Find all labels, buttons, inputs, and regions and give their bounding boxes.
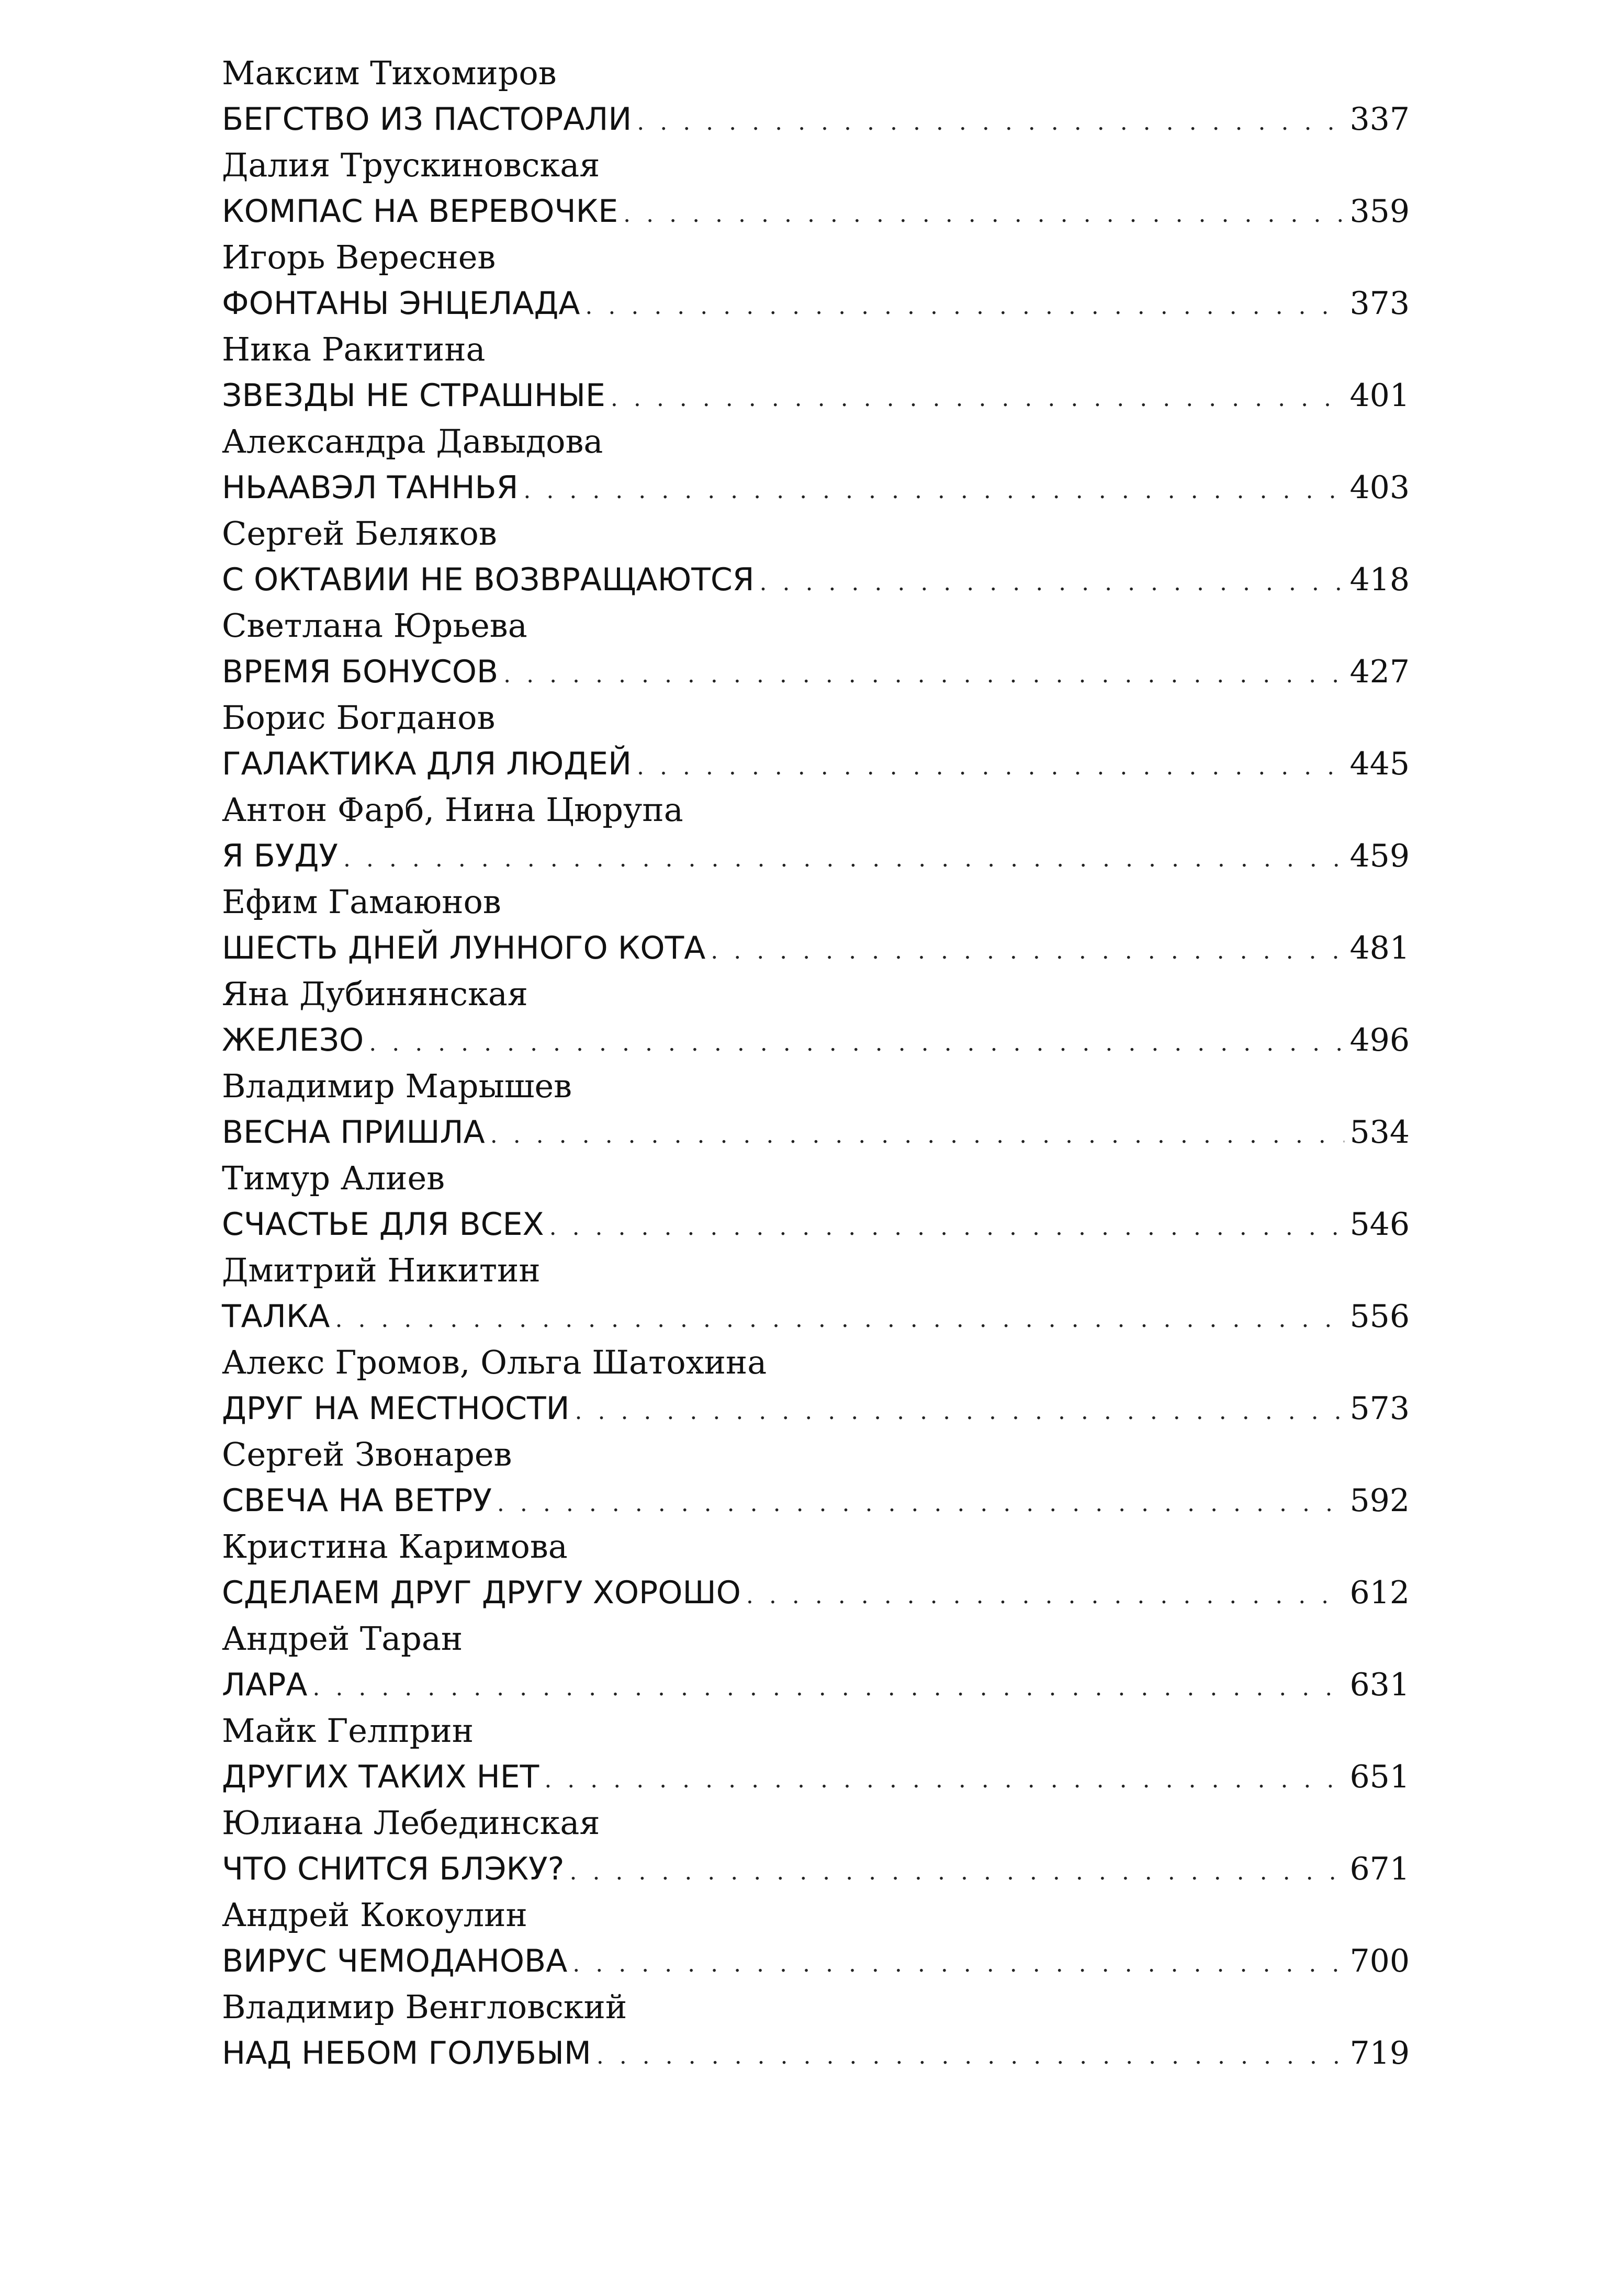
entry-line — [222, 373, 1410, 419]
entry-title: БЕГСТВО ИЗ ПАСТОРАЛИ — [222, 101, 632, 138]
dot-leader — [490, 1112, 1345, 1158]
entry-title: СВЕЧА НА ВЕТРУ — [222, 1482, 492, 1519]
entry-title: НЬААВЭЛ ТАННЬЯ — [222, 469, 519, 506]
dot-leader — [597, 2033, 1345, 2079]
entry-line — [222, 741, 1410, 787]
entry-page-number: 459 — [1349, 838, 1410, 874]
dot-leader — [611, 376, 1345, 422]
entry-title: ЛАРА — [222, 1667, 308, 1703]
entry-page-number: 401 — [1349, 377, 1410, 414]
entry-page-number: 631 — [1349, 1667, 1410, 1703]
entry-page-number: 359 — [1349, 193, 1410, 230]
toc-entry — [222, 1432, 1410, 1524]
entry-page-number: 592 — [1349, 1482, 1410, 1519]
entry-page-number: 418 — [1349, 561, 1410, 598]
dot-leader — [497, 1481, 1345, 1527]
entry-author: Александра Давыдова — [222, 422, 603, 460]
entry-line — [222, 96, 1410, 142]
table-of-contents — [222, 50, 1410, 2076]
entry-page-number: 427 — [1349, 654, 1410, 690]
entry-title: СЧАСТЬЕ ДЛЯ ВСЕХ — [222, 1206, 544, 1243]
entry-title: С ОКТАВИИ НЕ ВОЗВРАЩАЮТСЯ — [222, 561, 755, 598]
toc-entry — [222, 1892, 1410, 1984]
toc-entry — [222, 419, 1410, 511]
toc-entry — [222, 327, 1410, 419]
toc-entry — [222, 1984, 1410, 2076]
toc-entry — [222, 695, 1410, 787]
dot-leader — [572, 1941, 1344, 1987]
entry-page-number: 403 — [1349, 469, 1410, 506]
toc-entry — [222, 787, 1410, 879]
entry-author: Сергей Звонарев — [222, 1435, 512, 1473]
entry-line — [222, 1846, 1410, 1892]
entry-line — [222, 925, 1410, 971]
entry-line — [222, 1938, 1410, 1984]
entry-title: ГАЛАКТИКА ДЛЯ ЛЮДЕЙ — [222, 746, 632, 782]
dot-leader — [711, 928, 1344, 974]
dot-leader — [312, 1665, 1344, 1711]
entry-author: Игорь Вереснев — [222, 238, 496, 276]
entry-title: ШЕСТЬ ДНЕЙ ЛУННОГО КОТА — [222, 930, 706, 966]
entry-author: Сергей Беляков — [222, 514, 497, 553]
toc-entry — [222, 1616, 1410, 1708]
entry-line — [222, 557, 1410, 603]
entry-author: Борис Богданов — [222, 699, 496, 737]
toc-entry — [222, 234, 1410, 327]
dot-leader — [503, 652, 1344, 698]
entry-line — [222, 280, 1410, 327]
entry-title: ДРУГИХ ТАКИХ НЕТ — [222, 1759, 539, 1795]
entry-page-number: 534 — [1349, 1114, 1410, 1151]
entry-title: ДРУГ НА МЕСТНОСТИ — [222, 1390, 570, 1427]
entry-line — [222, 1570, 1410, 1616]
entry-author: Ника Ракитина — [222, 330, 486, 368]
entry-page-number: 496 — [1349, 1022, 1410, 1059]
entry-page-number: 719 — [1349, 2035, 1410, 2072]
toc-entry — [222, 971, 1410, 1063]
toc-entry — [222, 1063, 1410, 1155]
dot-leader — [544, 1757, 1344, 1803]
entry-line — [222, 465, 1410, 511]
entry-line — [222, 1754, 1410, 1800]
entry-author: Антон Фарб, Нина Цюрупа — [222, 791, 683, 829]
toc-entry — [222, 1524, 1410, 1616]
entry-line — [222, 1201, 1410, 1247]
dot-leader — [623, 192, 1344, 238]
entry-author: Тимур Алиев — [222, 1159, 445, 1197]
entry-author: Ефим Гамаюнов — [222, 883, 501, 921]
entry-line — [222, 833, 1410, 879]
dot-leader — [343, 836, 1345, 882]
entry-page-number: 651 — [1349, 1759, 1410, 1795]
entry-title: ЧТО СНИТСЯ БЛЭКУ? — [222, 1851, 565, 1887]
entry-page-number: 373 — [1349, 285, 1410, 322]
entry-author: Светлана Юрьева — [222, 606, 527, 645]
toc-entry — [222, 511, 1410, 603]
toc-entry — [222, 1708, 1410, 1800]
dot-leader — [575, 1389, 1345, 1435]
entry-line — [222, 188, 1410, 234]
entry-line — [222, 1293, 1410, 1340]
entry-title: ТАЛКА — [222, 1298, 330, 1335]
dot-leader — [637, 744, 1345, 790]
toc-entry — [222, 1800, 1410, 1892]
entry-title: ВИРУС ЧЕМОДАНОВА — [222, 1943, 568, 1979]
entry-page-number: 556 — [1349, 1298, 1410, 1335]
dot-leader — [335, 1297, 1344, 1343]
entry-title: ВЕСНА ПРИШЛА — [222, 1114, 485, 1151]
toc-entry — [222, 879, 1410, 971]
entry-author: Дмитрий Никитин — [222, 1251, 541, 1289]
entry-author: Андрей Кокоулин — [222, 1896, 527, 1934]
entry-page-number: 337 — [1349, 101, 1410, 138]
entry-page-number: 445 — [1349, 746, 1410, 782]
entry-title: Я БУДУ — [222, 838, 338, 874]
toc-entry — [222, 1340, 1410, 1432]
entry-author: Юлиана Лебединская — [222, 1804, 600, 1842]
dot-leader — [369, 1020, 1344, 1066]
entry-page-number: 700 — [1349, 1943, 1410, 1979]
toc-entry — [222, 50, 1410, 142]
entry-page-number: 546 — [1349, 1206, 1410, 1243]
entry-line — [222, 649, 1410, 695]
entry-author: Максим Тихомиров — [222, 54, 557, 92]
toc-entry — [222, 142, 1410, 234]
dot-leader — [585, 284, 1344, 330]
dot-leader — [637, 99, 1344, 145]
toc-entry — [222, 1247, 1410, 1340]
entry-author: Кристина Каримова — [222, 1527, 568, 1566]
entry-author: Владимир Венгловский — [222, 1988, 627, 2026]
entry-line — [222, 1017, 1410, 1063]
entry-author: Алекс Громов, Ольга Шатохина — [222, 1343, 767, 1381]
entry-author: Андрей Таран — [222, 1619, 463, 1658]
toc-entry — [222, 603, 1410, 695]
entry-title: ЖЕЛЕЗО — [222, 1022, 364, 1059]
entry-author: Яна Дубинянская — [222, 975, 528, 1013]
entry-author: Владимир Марышев — [222, 1067, 572, 1105]
entry-line — [222, 1662, 1410, 1708]
entry-title: КОМПАС НА ВЕРЕВОЧКЕ — [222, 193, 618, 230]
entry-title: НАД НЕБОМ ГОЛУБЫМ — [222, 2035, 591, 2072]
entry-line — [222, 1386, 1410, 1432]
entry-title: ЗВЕЗДЫ НЕ СТРАШНЫЕ — [222, 377, 605, 414]
entry-author: Майк Гелприн — [222, 1712, 474, 1750]
entry-author: Далия Трускиновская — [222, 146, 600, 184]
toc-entry — [222, 1155, 1410, 1247]
entry-title: ВРЕМЯ БОНУСОВ — [222, 654, 499, 690]
entry-line — [222, 1478, 1410, 1524]
entry-page-number: 573 — [1349, 1390, 1410, 1427]
dot-leader — [549, 1205, 1345, 1251]
dot-leader — [746, 1573, 1345, 1619]
dot-leader — [760, 560, 1345, 606]
entry-page-number: 671 — [1349, 1851, 1410, 1887]
dot-leader — [569, 1849, 1344, 1895]
entry-title: СДЕЛАЕМ ДРУГ ДРУГУ ХОРОШО — [222, 1574, 741, 1611]
entry-page-number: 481 — [1349, 930, 1410, 966]
entry-line — [222, 2030, 1410, 2076]
dot-leader — [523, 468, 1344, 514]
entry-line — [222, 1109, 1410, 1155]
entry-title: ФОНТАНЫ ЭНЦЕЛАДА — [222, 285, 580, 322]
entry-page-number: 612 — [1349, 1574, 1410, 1611]
